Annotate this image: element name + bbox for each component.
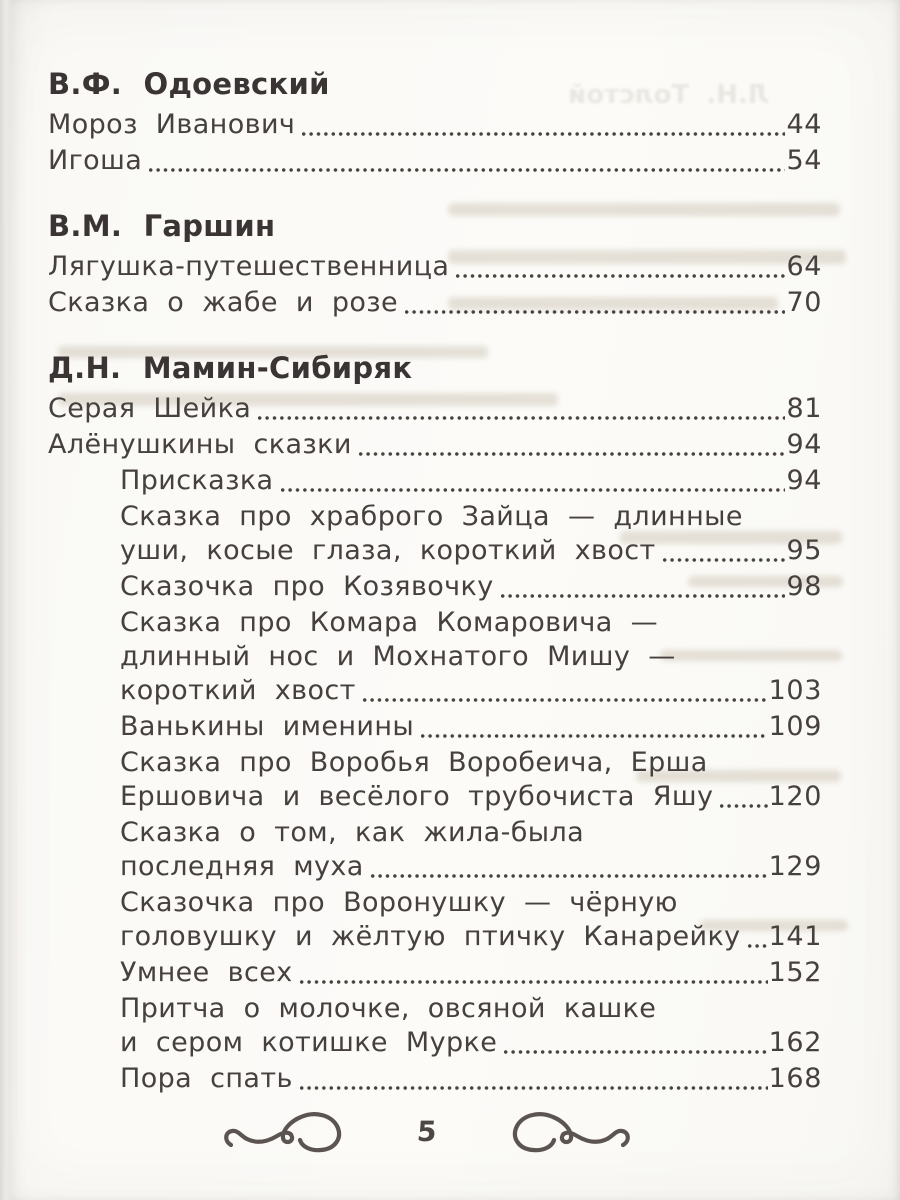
dot-leader bbox=[663, 558, 786, 562]
toc-entry bbox=[48, 464, 822, 498]
entry-title: Сказка про Комара Комаровича — bbox=[120, 607, 659, 638]
entry-line bbox=[48, 250, 822, 284]
dot-leader bbox=[300, 980, 768, 984]
entry-title: длинный нос и Мохнатого Мишу — bbox=[120, 641, 676, 672]
dot-leader bbox=[302, 132, 785, 136]
entry-page-number: 98 bbox=[786, 571, 822, 602]
toc-section bbox=[48, 208, 822, 320]
entry-title: уши, косые глаза, короткий хвост bbox=[120, 535, 656, 566]
entry-page-number: 103 bbox=[768, 675, 822, 706]
toc-entry bbox=[48, 108, 822, 142]
entry-title: Сказка про Воробья Воробеича, Ерша bbox=[120, 747, 708, 778]
entry-line bbox=[48, 606, 822, 640]
entry-line bbox=[48, 464, 822, 498]
dot-leader bbox=[281, 488, 786, 492]
toc-entry bbox=[48, 500, 822, 568]
entry-line bbox=[48, 746, 822, 780]
toc-entry bbox=[48, 570, 822, 604]
entry-title: Сказка о том, как жила-была bbox=[120, 817, 585, 848]
dot-leader bbox=[421, 734, 768, 738]
dot-leader bbox=[405, 310, 785, 314]
dot-leader bbox=[748, 944, 768, 948]
toc-section bbox=[48, 66, 822, 178]
entry-page-number: 44 bbox=[786, 109, 822, 140]
entry-title: короткий хвост bbox=[120, 675, 356, 706]
entry-line bbox=[48, 886, 822, 920]
table-of-contents bbox=[48, 66, 822, 1098]
entry-page-number: 120 bbox=[768, 781, 822, 812]
entry-title: и сером котишке Мурке bbox=[120, 1027, 498, 1058]
entry-title: Пора спать bbox=[120, 1063, 293, 1094]
dot-leader bbox=[501, 594, 786, 598]
entry-page-number: 94 bbox=[786, 465, 822, 496]
entry-page-number: 70 bbox=[786, 287, 822, 318]
toc-entry bbox=[48, 956, 822, 990]
dot-leader bbox=[149, 168, 785, 172]
dot-leader bbox=[300, 1086, 768, 1090]
entry-page-number: 94 bbox=[786, 429, 822, 460]
entry-page-number: 162 bbox=[768, 1027, 822, 1058]
toc-entry bbox=[48, 992, 822, 1060]
entry-page-number: 95 bbox=[786, 535, 822, 566]
entry-line bbox=[48, 992, 822, 1026]
toc-entry bbox=[48, 710, 822, 744]
entry-line bbox=[48, 780, 822, 814]
entry-line bbox=[48, 640, 822, 674]
toc-entry bbox=[48, 1062, 822, 1096]
author-heading: В.Ф. Одоевский bbox=[48, 67, 330, 101]
author-heading: Д.Н. Мамин-Сибиряк bbox=[48, 351, 413, 385]
dot-leader bbox=[371, 874, 768, 878]
toc-entry bbox=[48, 250, 822, 284]
entry-title: Ершовича и весёлого трубочиста Яшу bbox=[120, 781, 714, 812]
entry-line bbox=[48, 392, 822, 426]
toc-entry bbox=[48, 886, 822, 954]
entry-title: Сказка о жабе и розе bbox=[48, 287, 399, 318]
entry-line bbox=[48, 710, 822, 744]
entry-page-number: 168 bbox=[768, 1063, 822, 1094]
entry-title: Присказка bbox=[120, 465, 274, 496]
entry-line bbox=[48, 286, 822, 320]
entry-title: Ванькины именины bbox=[120, 711, 415, 742]
entry-title: Серая Шейка bbox=[48, 393, 252, 424]
author-heading: В.М. Гаршин bbox=[48, 209, 276, 243]
page-footer bbox=[0, 1106, 854, 1156]
scan-gutter-shadow bbox=[0, 0, 14, 1200]
entry-title: Притча о молочке, овсяной кашке bbox=[120, 993, 657, 1024]
toc-entry bbox=[48, 606, 822, 708]
dot-leader bbox=[504, 1050, 767, 1054]
dot-leader bbox=[258, 416, 785, 420]
entry-line bbox=[48, 534, 822, 568]
entry-line bbox=[48, 1026, 822, 1060]
flourish-left-icon bbox=[221, 1106, 355, 1156]
dot-leader bbox=[363, 698, 768, 702]
entry-page-number: 141 bbox=[768, 921, 822, 952]
dot-leader bbox=[456, 274, 785, 278]
bleed-through-ghost-text: Л.Н. Толстой bbox=[568, 80, 770, 110]
entry-title: Мороз Иванович bbox=[48, 109, 296, 140]
entry-title: последняя муха bbox=[120, 851, 364, 882]
toc-entry bbox=[48, 428, 822, 462]
entry-title: Сказочка про Воронушку — чёрную bbox=[120, 887, 678, 918]
entry-page-number: 64 bbox=[786, 251, 822, 282]
entry-line bbox=[48, 1062, 822, 1096]
entry-title: Сказка про храброго Зайца — длинные bbox=[120, 501, 743, 532]
toc-entry bbox=[48, 816, 822, 884]
entry-line bbox=[48, 108, 822, 142]
entry-line bbox=[48, 674, 822, 708]
flourish-right-icon bbox=[499, 1106, 633, 1156]
entry-line bbox=[48, 850, 822, 884]
entry-line bbox=[48, 956, 822, 990]
entry-title: Алёнушкины сказки bbox=[48, 429, 352, 460]
toc-section bbox=[48, 350, 822, 1096]
entry-line bbox=[48, 144, 822, 178]
entry-page-number: 54 bbox=[786, 145, 822, 176]
toc-entry bbox=[48, 144, 822, 178]
entry-page-number: 81 bbox=[786, 393, 822, 424]
entry-title: Лягушка-путешественница bbox=[48, 251, 450, 282]
dot-leader bbox=[720, 804, 767, 808]
entry-line bbox=[48, 500, 822, 534]
entry-page-number: 129 bbox=[768, 851, 822, 882]
dot-leader bbox=[359, 452, 786, 456]
entry-title: Игоша bbox=[48, 145, 143, 176]
entry-line bbox=[48, 570, 822, 604]
entry-line bbox=[48, 816, 822, 850]
entry-title: Сказочка про Козявочку bbox=[120, 571, 494, 602]
toc-entry bbox=[48, 286, 822, 320]
toc-entry bbox=[48, 392, 822, 426]
toc-entry bbox=[48, 746, 822, 814]
entry-line bbox=[48, 428, 822, 462]
entry-title: головушку и жёлтую птичку Канарейку bbox=[120, 921, 741, 952]
entry-title: Умнее всех bbox=[120, 957, 293, 988]
entry-page-number: 152 bbox=[768, 957, 822, 988]
entry-line bbox=[48, 920, 822, 954]
entry-page-number: 109 bbox=[768, 711, 822, 742]
page-number: 5 bbox=[416, 1114, 438, 1148]
